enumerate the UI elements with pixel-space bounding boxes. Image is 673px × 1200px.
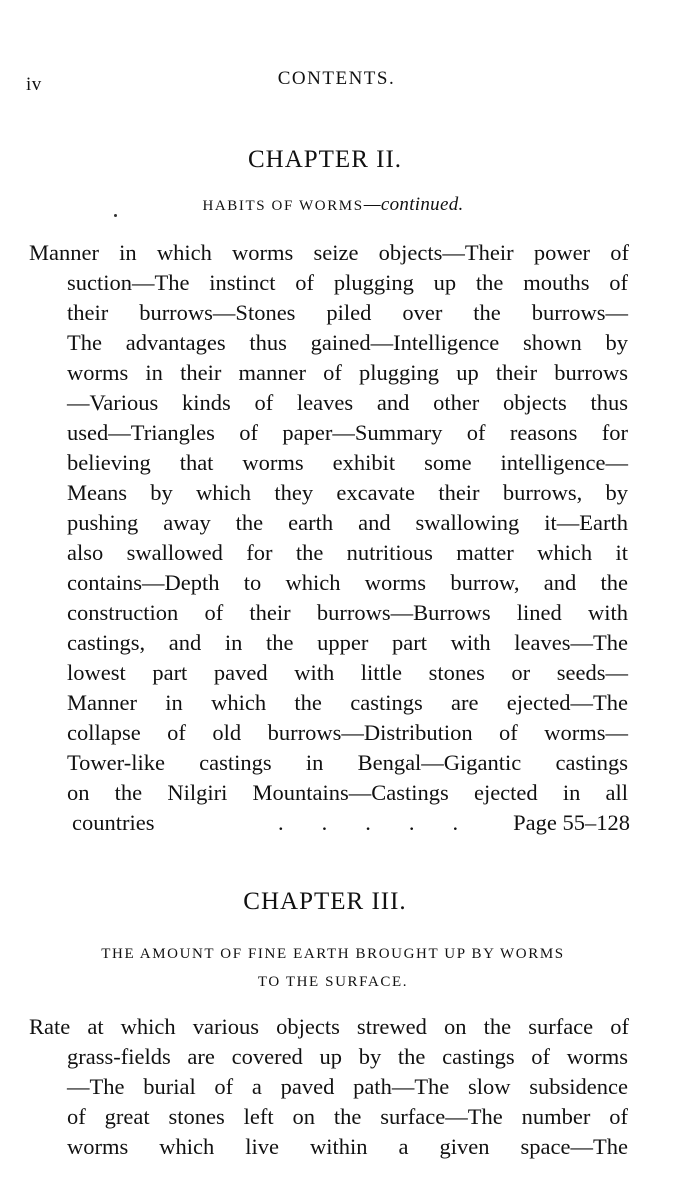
chapter-2-heading: CHAPTER II. <box>247 146 403 173</box>
synopsis-line: also swallowed for the nutritious matter which it <box>67 540 628 565</box>
chapter-2-subtitle-caps: HABITS OF WORMS <box>202 198 364 214</box>
page-reference: Page 55–128 <box>513 810 630 835</box>
chapter-2-subtitle <box>8 194 658 216</box>
chapter-3-heading: CHAPTER III. <box>243 888 407 915</box>
synopsis-line: of great stones left on the surface—The number of <box>67 1104 628 1129</box>
synopsis-line: castings, and in the upper part with leaves—The <box>67 630 628 655</box>
synopsis-line: —The burial of a paved path—The slow subsidence <box>67 1074 628 1099</box>
synopsis-line: suction—The instinct of plugging up the mouths of <box>67 270 628 295</box>
synopsis-line: believing that worms exhibit some intelligence— <box>67 450 628 475</box>
synopsis-line: used—Triangles of paper—Summary of reasons for <box>67 420 628 445</box>
chapter-3-subtitle <box>8 940 658 996</box>
synopsis-line: grass-fields are covered up by the castings of worms <box>67 1044 628 1069</box>
page-reference-line <box>72 808 630 838</box>
synopsis-line: —Various kinds of leaves and other objects thus <box>67 390 628 415</box>
synopsis-line: Means by which they excavate their burrows, by <box>67 480 628 505</box>
synopsis-line: pushing away the earth and swallowing it—Earth <box>67 510 628 535</box>
synopsis-last-word: countries <box>72 810 155 835</box>
synopsis-line: The advantages thus gained—Intelligence shown by <box>67 330 628 355</box>
synopsis-line: Tower-like castings in Bengal—Gigantic castings <box>67 750 628 775</box>
synopsis-line: their burrows—Stones piled over the burrows— <box>67 300 628 325</box>
page-number: iv <box>26 74 42 95</box>
synopsis-line: Manner in which worms seize objects—Their power of <box>29 240 629 265</box>
synopsis-line: on the Nilgiri Mountains—Castings ejected in all <box>67 780 628 805</box>
synopsis-line: construction of their burrows—Burrows lined with <box>67 600 628 625</box>
dot-leader: ..... <box>278 810 497 835</box>
synopsis-line: lowest part paved with little stones or seeds— <box>67 660 628 685</box>
synopsis-line: contains—Depth to which worms burrow, and the <box>67 570 628 595</box>
chapter-2-subtitle-italic: —continued. <box>363 194 464 215</box>
synopsis-line: collapse of old burrows—Distribution of worms— <box>67 720 628 745</box>
synopsis-line: worms which live within a given space—The <box>67 1134 628 1159</box>
running-head: CONTENTS. <box>277 68 396 89</box>
synopsis-line: Manner in which the castings are ejected—The <box>67 690 628 715</box>
synopsis-line: worms in their manner of plugging up their burrows <box>67 360 628 385</box>
chapter-3-subtitle-line: TO THE SURFACE. <box>257 974 409 990</box>
chapter-3-subtitle-line: THE AMOUNT OF FINE EARTH BROUGHT UP BY WORMS <box>101 946 565 962</box>
synopsis-line: Rate at which various objects strewed on the surface of <box>29 1014 629 1039</box>
